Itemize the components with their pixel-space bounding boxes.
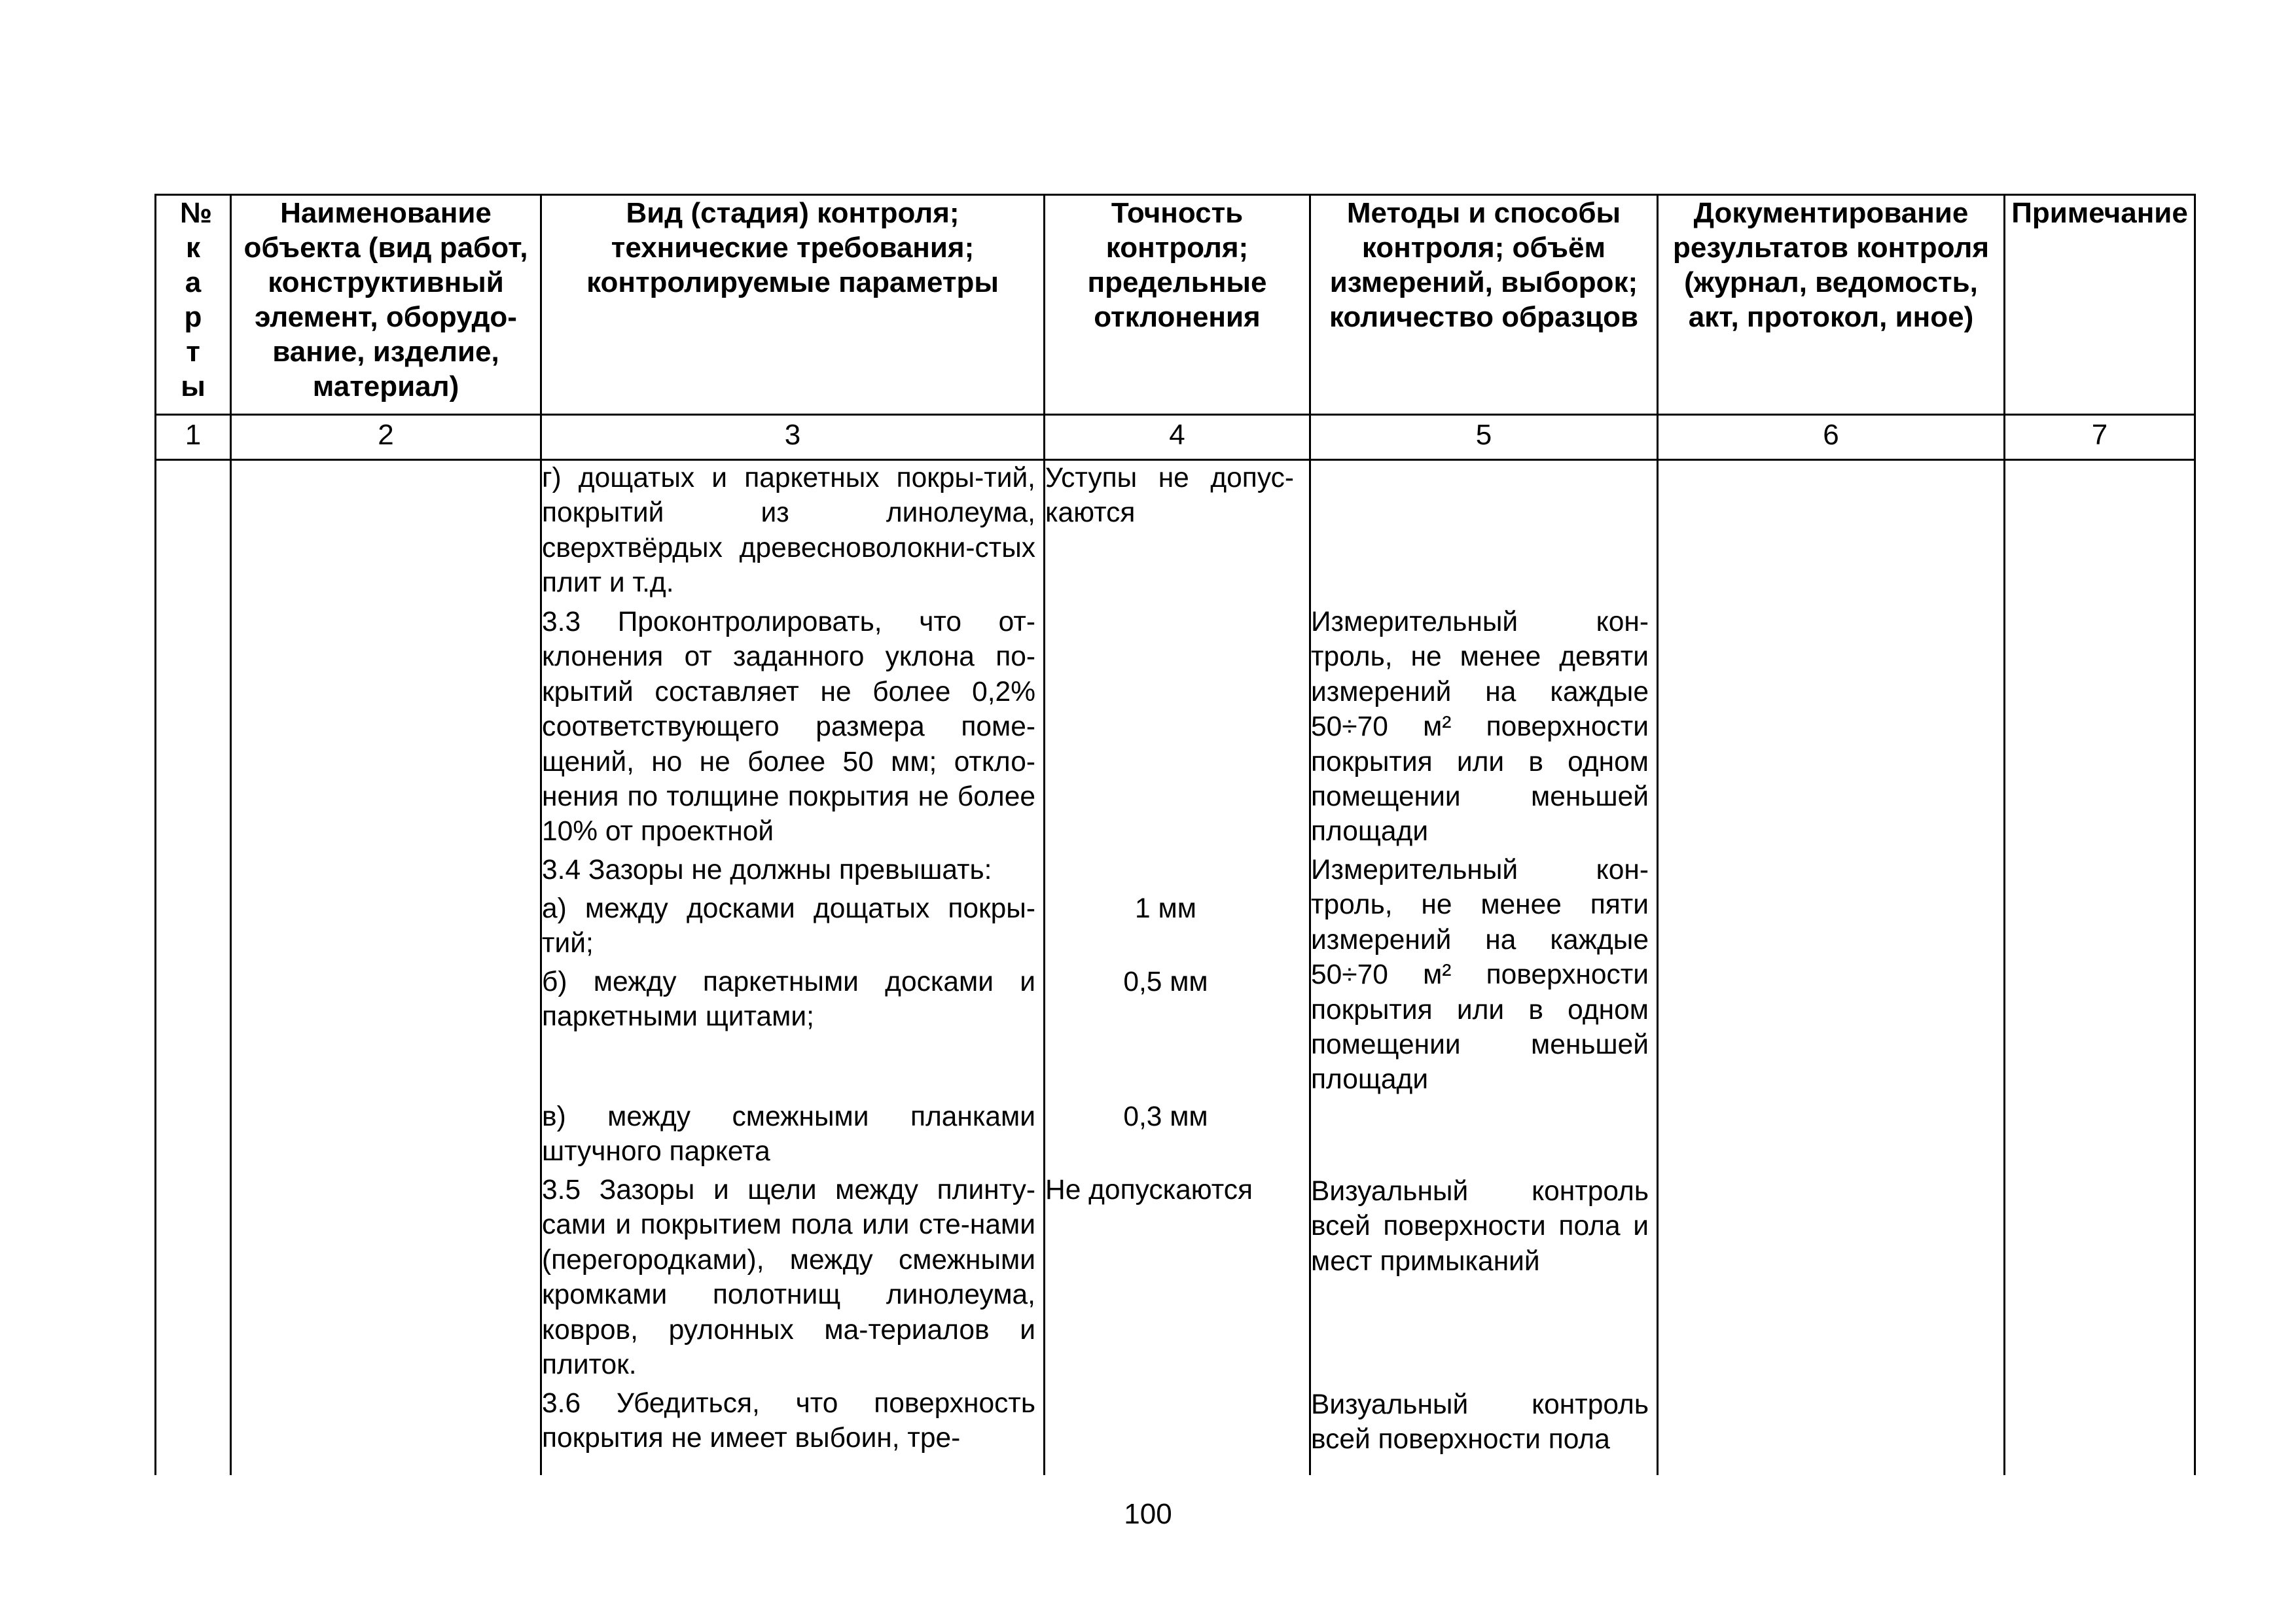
cell-tolerances bbox=[1045, 460, 1310, 1476]
cell-methods bbox=[1310, 460, 1658, 1476]
tol-3-4-v: 0,3 мм bbox=[1123, 1101, 1208, 1132]
header-documentation: Документирование результатов контроля (журнал, ведомость, акт, протокол, иное) bbox=[1658, 195, 2005, 415]
tol-3-4-a: 1 мм bbox=[1135, 893, 1196, 924]
cell-requirements bbox=[541, 460, 1045, 1476]
tol-g-floors: Уступы не допус-каются bbox=[1045, 463, 1294, 529]
cell-documentation bbox=[1658, 460, 2005, 1476]
method-3-3: Измерительный кон-троль, не менее девяти измерений на каждые 50÷70 м² поверхности покрытия или в одном помещении меньшей площади bbox=[1311, 607, 1649, 847]
page-number: 100 bbox=[1124, 1498, 1172, 1530]
header-accuracy: Точность контроля; предельные отклонения bbox=[1045, 195, 1310, 415]
req-3-4: 3.4 Зазоры не должны превышать: bbox=[542, 855, 992, 885]
req-3-5: 3.5 Зазоры и щели между плинту-сами и покрытием пола или сте-нами (перегородками), между смежными кромками полотнищ линолеума, ковров, рулонных ма-териалов и плиток. bbox=[542, 1175, 1035, 1381]
col-number-6: 6 bbox=[1658, 415, 2005, 460]
req-3-6: 3.6 Убедиться, что поверхность покрытия не имеет выбоин, тре- bbox=[542, 1388, 1035, 1454]
control-table bbox=[154, 194, 2196, 1475]
req-3-4-v: в) между смежными планками штучного паркета bbox=[542, 1101, 1035, 1168]
req-3-3: 3.3 Проконтролировать, что от-клонения от заданного уклона по-крытий составляет не более 0,2% соответствующего размера поме-щений, но не более 50 мм; откло-нения по толщине покрытия не более 10% от проектной bbox=[542, 607, 1035, 847]
header-card-number: № карты bbox=[156, 195, 231, 415]
req-3-4-a: а) между досками дощатых покры-тий; bbox=[542, 893, 1035, 959]
req-g-floors: г) дощатых и паркетных покры-тий, покрытий из линолеума, сверхтвёрдых древесноволокни-стых плит и т.д. bbox=[542, 463, 1035, 599]
col-number-7: 7 bbox=[2005, 415, 2195, 460]
tol-3-4-b: 0,5 мм bbox=[1123, 967, 1208, 997]
method-3-6: Визуальный контроль всей поверхности пола bbox=[1311, 1389, 1649, 1455]
body-row bbox=[156, 460, 2195, 1476]
col-number-5: 5 bbox=[1310, 415, 1658, 460]
col-number-4: 4 bbox=[1045, 415, 1310, 460]
cell-object-name bbox=[231, 460, 541, 1476]
header-object-name: Наименование объекта (вид работ, конструктивный элемент, оборудо-вание, изделие, материал) bbox=[231, 195, 541, 415]
col-number-2: 2 bbox=[231, 415, 541, 460]
header-control-type: Вид (стадия) контроля; технические требования; контролируемые параметры bbox=[541, 195, 1045, 415]
cell-card-number bbox=[156, 460, 231, 1476]
header-methods: Методы и способы контроля; объём измерений, выборок; количество образцов bbox=[1310, 195, 1658, 415]
header-row bbox=[156, 195, 2195, 415]
cell-note bbox=[2005, 460, 2195, 1476]
column-number-row bbox=[156, 415, 2195, 460]
tol-3-5: Не допускаются bbox=[1045, 1175, 1253, 1205]
method-3-5: Визуальный контроль всей поверхности пола и мест примыканий bbox=[1311, 1176, 1649, 1277]
method-3-4: Измерительный кон-троль, не менее пяти измерений на каждые 50÷70 м² поверхности покрытия или в одном помещении меньшей площади bbox=[1311, 855, 1649, 1096]
req-3-4-b: б) между паркетными досками и паркетными щитами; bbox=[542, 967, 1035, 1033]
header-note: Примечание bbox=[2005, 195, 2195, 415]
col-number-3: 3 bbox=[541, 415, 1045, 460]
col-number-1: 1 bbox=[156, 415, 231, 460]
